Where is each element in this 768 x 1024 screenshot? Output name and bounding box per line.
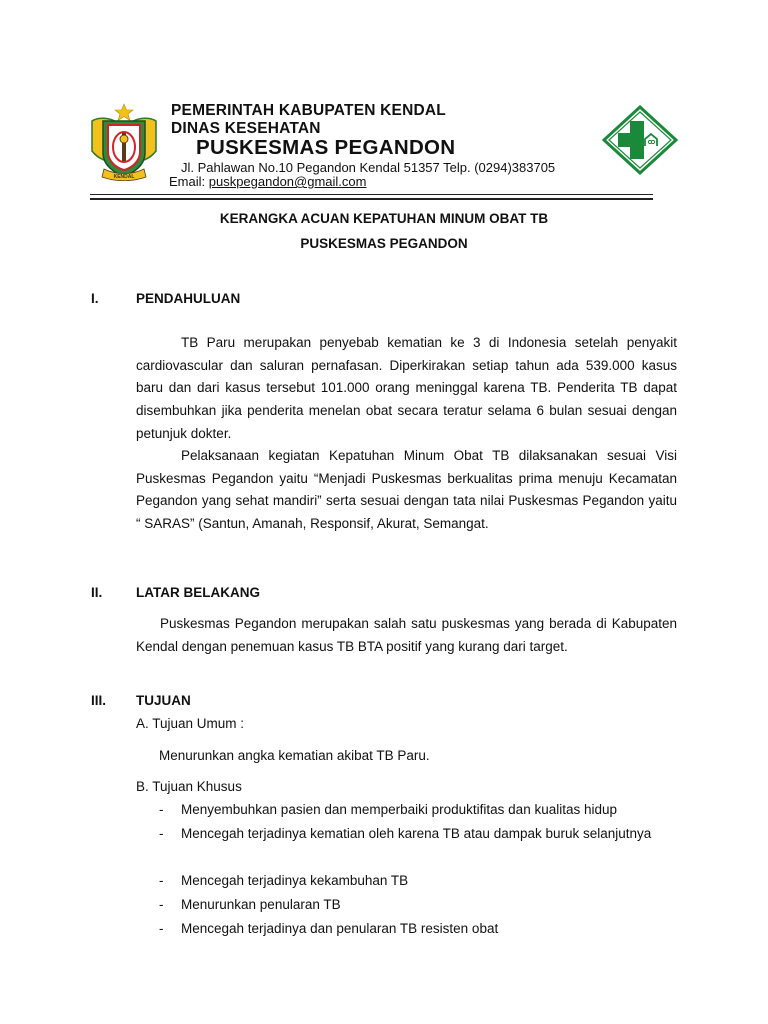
letterhead-puskesmas-name: PUSKESMAS PEGANDON	[196, 136, 456, 159]
list-item: Menurunkan penularan TB	[181, 897, 341, 912]
list-item-dash: -	[159, 802, 164, 817]
list-item: Mencegah terjadinya kematian oleh karena TB atau dampak buruk selanjutnya	[181, 826, 652, 841]
section-3-title: TUJUAN	[136, 693, 191, 708]
letterhead-address: Jl. Pahlawan No.10 Pegandon Kendal 51357 Telp. (0294)383705	[181, 160, 556, 175]
letterhead-department: DINAS KESEHATAN	[171, 120, 321, 137]
kendal-regency-emblem-icon	[88, 103, 160, 181]
section-1-number: I.	[91, 291, 99, 306]
section-2-number: II.	[91, 585, 103, 600]
list-item: Menyembuhkan pasien dan memperbaiki produktifitas dan kualitas hidup	[181, 802, 618, 817]
list-item-dash: -	[159, 826, 164, 841]
letterhead-government: PEMERINTAH KABUPATEN KENDAL	[171, 102, 446, 119]
logo-ribbon-text: KENDAL	[113, 174, 135, 180]
letterhead-email	[169, 174, 366, 189]
email-label: Email:	[169, 174, 209, 189]
list-item: Mencegah terjadinya dan penularan TB resisten obat	[181, 921, 499, 936]
section-2-title: LATAR BELAKANG	[136, 585, 260, 600]
specific-objectives-label: B. Tujuan Khusus	[136, 779, 242, 794]
document-title: KERANGKA ACUAN KEPATUHAN MINUM OBAT TB	[219, 211, 549, 226]
letterhead-divider-thick	[90, 198, 653, 200]
document-subtitle: PUSKESMAS PEGANDON	[300, 236, 468, 251]
general-objective-text: Menurunkan angka kematian akibat TB Paru.	[159, 748, 430, 763]
section-2-paragraph-1: Puskesmas Pegandon merupakan salah satu puskesmas yang berada di Kabupaten Kendal dengan penemuan kasus TB BTA positif yang kurang dari target.	[136, 616, 677, 654]
list-item-dash: -	[159, 921, 164, 936]
section-1-paragraph-1: TB Paru merupakan penyebab kematian ke 3 di Indonesia setelah penyakit cardiovascular dan saluran pernafasan. Diperkirakan setiap tahun ada 539.000 kasus baru dan dari kasus tersebut 101.000 orang meninggal karena TB. Penderita TB dapat disembuhkan jika penderita menelan obat secara teratur selama 6 bulan sesuai dengan petunjuk dokter.	[136, 335, 677, 441]
general-objective-label: A. Tujuan Umum :	[136, 716, 245, 731]
section-3-number: III.	[91, 693, 107, 708]
email-link[interactable]: puskpegandon@gmail.com	[208, 174, 367, 189]
list-item-dash: -	[159, 873, 164, 888]
puskesmas-cross-logo-icon	[600, 103, 680, 177]
section-1-title: PENDAHULUAN	[136, 291, 241, 306]
list-item: Mencegah terjadinya kekambuhan TB	[181, 873, 409, 888]
section-1-paragraph-2: Pelaksanaan kegiatan Kepatuhan Minum Obat TB dilaksanakan sesuai Visi Puskesmas Pegandon yaitu “Menjadi Puskesmas berkualitas prima menuju Kecamatan Pegandon yang sehat mandiri” serta sesuai dengan tata nilai Puskesmas Pegandon yaitu “ SARAS” (Santun, Amanah, Responsif, Akurat, Semangat.	[136, 448, 677, 532]
letterhead-divider-thin	[90, 194, 653, 195]
list-item-dash: -	[159, 897, 164, 912]
